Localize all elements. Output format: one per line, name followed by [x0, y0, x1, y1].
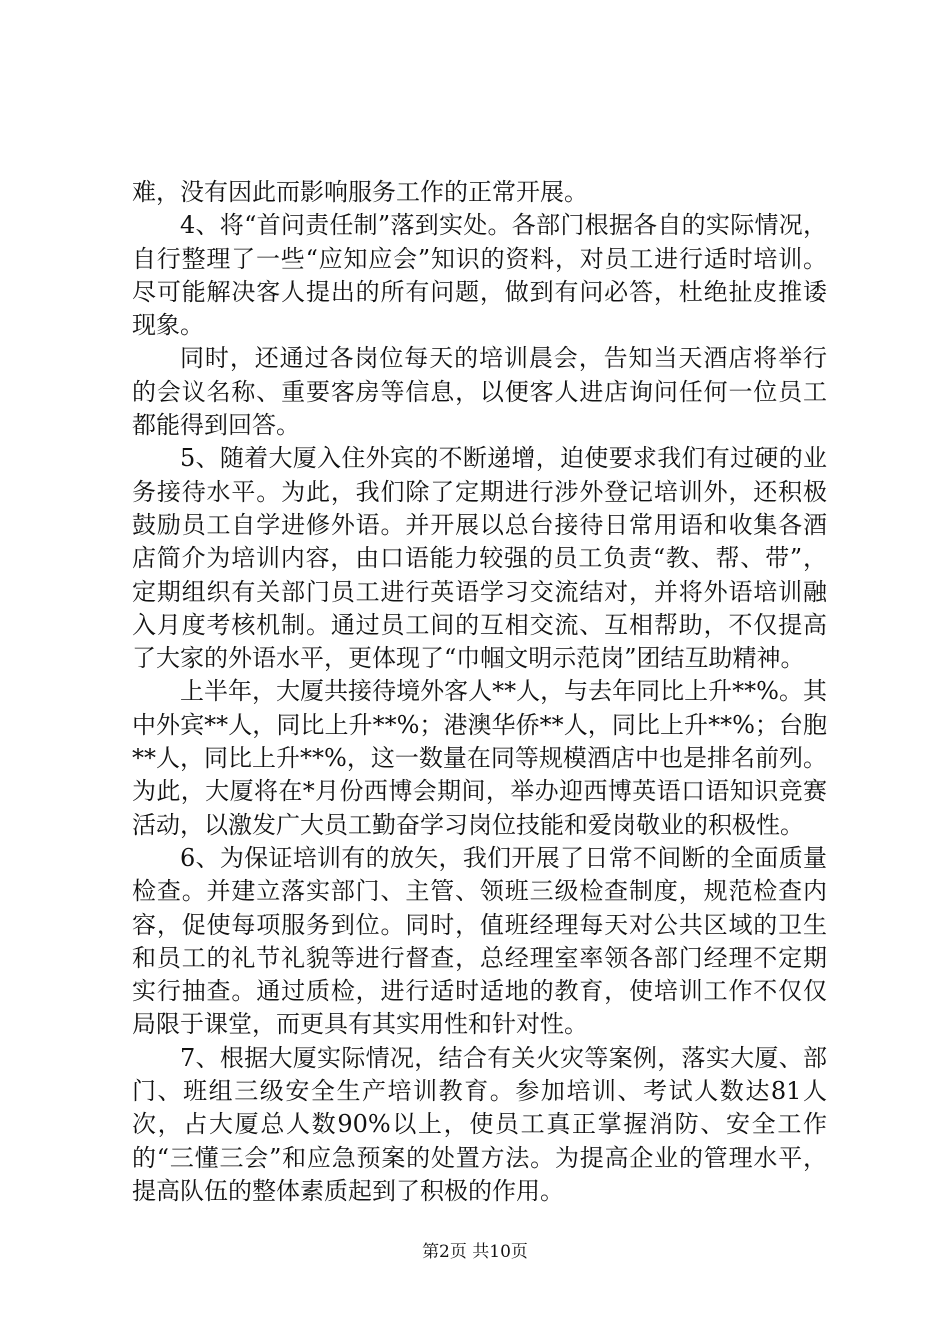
paragraph-morning-meeting: 同时，还通过各岗位每天的培训晨会，告知当天酒店将举行的会议名称、重要客房等信息，以便客人进店询问任何一位员工都能得到回答。 [132, 344, 827, 440]
paragraph-item-7: 7、根据大厦实际情况，结合有关火灾等案例，落实大厦、部门、班组三级安全生产培训教育。参加培训、考试人数达81人次，占大厦总人数90%以上，使员工真正掌握消防、安全工作的“三懂三会”和应急预案的处置方法。为提高企业的管理水平，提高队伍的整体素质起到了积极的作用。 [132, 1043, 827, 1205]
paragraph-item-6: 6、为保证培训有的放矢，我们开展了日常不间断的全面质量检查。并建立落实部门、主管、领班三级检查制度，规范检查内容，促使每项服务到位。同时，值班经理每天对公共区域的卫生和员工的礼节礼貌等进行督查，总经理室率领各部门经理不定期实行抽查。通过质检，进行适时适地的教育，使培训工作不仅仅局限于课堂，而更具有其实用性和针对性。 [132, 843, 827, 1039]
paragraph-item-4: 4、将“首问责任制”落到实处。各部门根据各自的实际情况，自行整理了一些“应知应会”知识的资料，对员工进行适时培训。尽可能解决客人提出的所有问题，做到有问必答，杜绝扯皮推诿现象。 [132, 211, 827, 340]
document-body [132, 176, 827, 1208]
paragraph-continuation: 难，没有因此而影响服务工作的正常开展。 [132, 178, 588, 206]
paragraph-half-year-stats: 上半年，大厦共接待境外客人**人，与去年同比上升**%。其中外宾**人，同比上升**%；港澳华侨**人，同比上升**%；台胞**人，同比上升**%，这一数量在同等规模酒店中也是排名前列。为此，大厦将在*月份西博会期间，举办迎西博英语口语知识竞赛活动，以激发广大员工勤奋学习岗位技能和爱岗敬业的积极性。 [132, 677, 827, 839]
page-footer [0, 1240, 950, 1264]
paragraph-item-5: 5、随着大厦入住外宾的不断递增，迫使要求我们有过硬的业务接待水平。为此，我们除了定期进行涉外登记培训外，还积极鼓励员工自学进修外语。并开展以总台接待日常用语和收集各酒店简介为培训内容，由口语能力较强的员工负责“教、帮、带”，定期组织有关部门员工进行英语学习交流结对，并将外语培训融入月度考核机制。通过员工间的互相交流、互相帮助，不仅提高了大家的外语水平，更体现了“巾帼文明示范岗”团结互助精神。 [132, 444, 827, 673]
page-number-label: 第2页 共10页 [422, 1242, 528, 1262]
